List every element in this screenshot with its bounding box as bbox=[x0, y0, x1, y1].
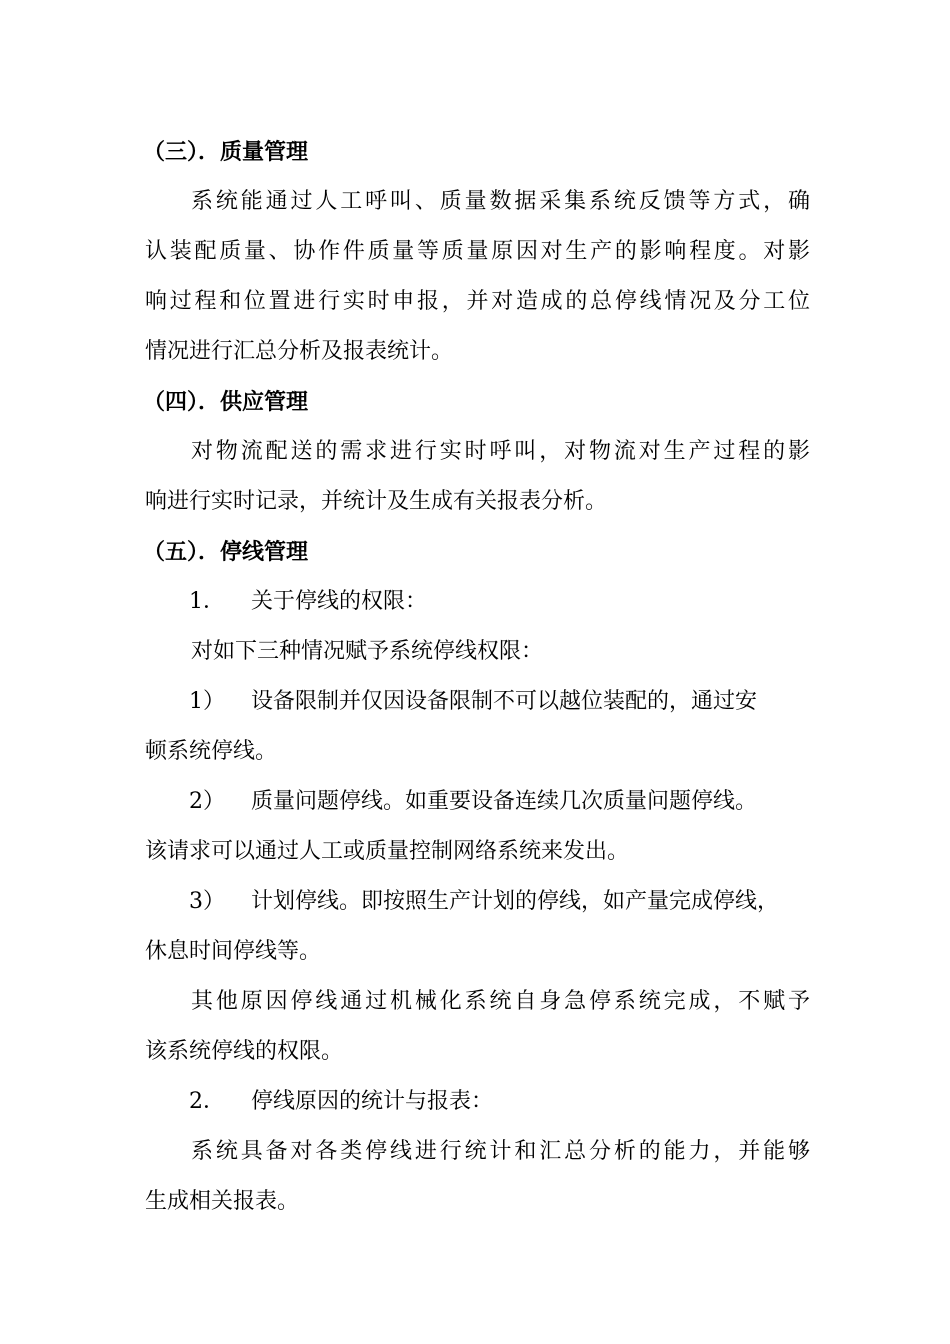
paragraph-line: 情况进行汇总分析及报表统计。 bbox=[145, 339, 454, 364]
section-heading-supply: （四）．供应管理 bbox=[143, 389, 309, 415]
sub-item-3 bbox=[145, 877, 810, 927]
paragraph-line: 对物流配送的需求进行实时呼叫，对物流对生产过程的影 bbox=[191, 439, 810, 464]
paragraph-line: 休息时间停线等。 bbox=[145, 939, 322, 964]
paragraph-line: 对如下三种情况赋予系统停线权限： bbox=[191, 639, 544, 664]
list-text: 设备限制并仅因设备限制不可以越位装配的，通过安 bbox=[251, 689, 758, 714]
paragraph-line: 系统能通过人工呼叫、质量数据采集系统反馈等方式，确 bbox=[191, 189, 810, 214]
paragraph-line: 生成相关报表。 bbox=[145, 1189, 300, 1214]
list-item-1 bbox=[145, 577, 810, 627]
list-text: 关于停线的权限： bbox=[251, 589, 428, 614]
list-text: 质量问题停线。如重要设备连续几次质量问题停线。 bbox=[251, 789, 758, 814]
list-text: 停线原因的统计与报表： bbox=[251, 1089, 494, 1114]
paragraph-line: 系统具备对各类停线进行统计和汇总分析的能力，并能够 bbox=[191, 1139, 810, 1164]
list-number: 1． bbox=[189, 589, 225, 614]
paragraph-line: 响过程和位置进行实时申报，并对造成的总停线情况及分工位 bbox=[145, 289, 810, 314]
section-heading-stopline: （五）．停线管理 bbox=[143, 539, 309, 565]
list-text: 计划停线。即按照生产计划的停线，如产量完成停线， bbox=[251, 889, 780, 914]
list-item-2 bbox=[145, 1077, 810, 1127]
sub-item-2 bbox=[145, 777, 810, 827]
paragraph-line: 认装配质量、协作件质量等质量原因对生产的影响程度。对影 bbox=[145, 239, 810, 264]
list-number: 2） bbox=[189, 789, 225, 814]
paragraph-line: 该系统停线的权限。 bbox=[145, 1039, 344, 1064]
paragraph-line: 该请求可以通过人工或质量控制网络系统来发出。 bbox=[145, 839, 630, 864]
list-number: 3） bbox=[189, 889, 225, 914]
sub-item-1 bbox=[145, 677, 810, 727]
list-number: 2． bbox=[189, 1089, 225, 1114]
paragraph-line: 响进行实时记录，并统计及生成有关报表分析。 bbox=[145, 489, 608, 514]
section-heading-quality: （三）．质量管理 bbox=[143, 139, 309, 165]
paragraph-line: 顿系统停线。 bbox=[145, 739, 278, 764]
paragraph-line: 其他原因停线通过机械化系统自身急停系统完成，不赋予 bbox=[191, 989, 810, 1014]
list-number: 1） bbox=[189, 689, 225, 714]
document-page bbox=[145, 127, 810, 1227]
